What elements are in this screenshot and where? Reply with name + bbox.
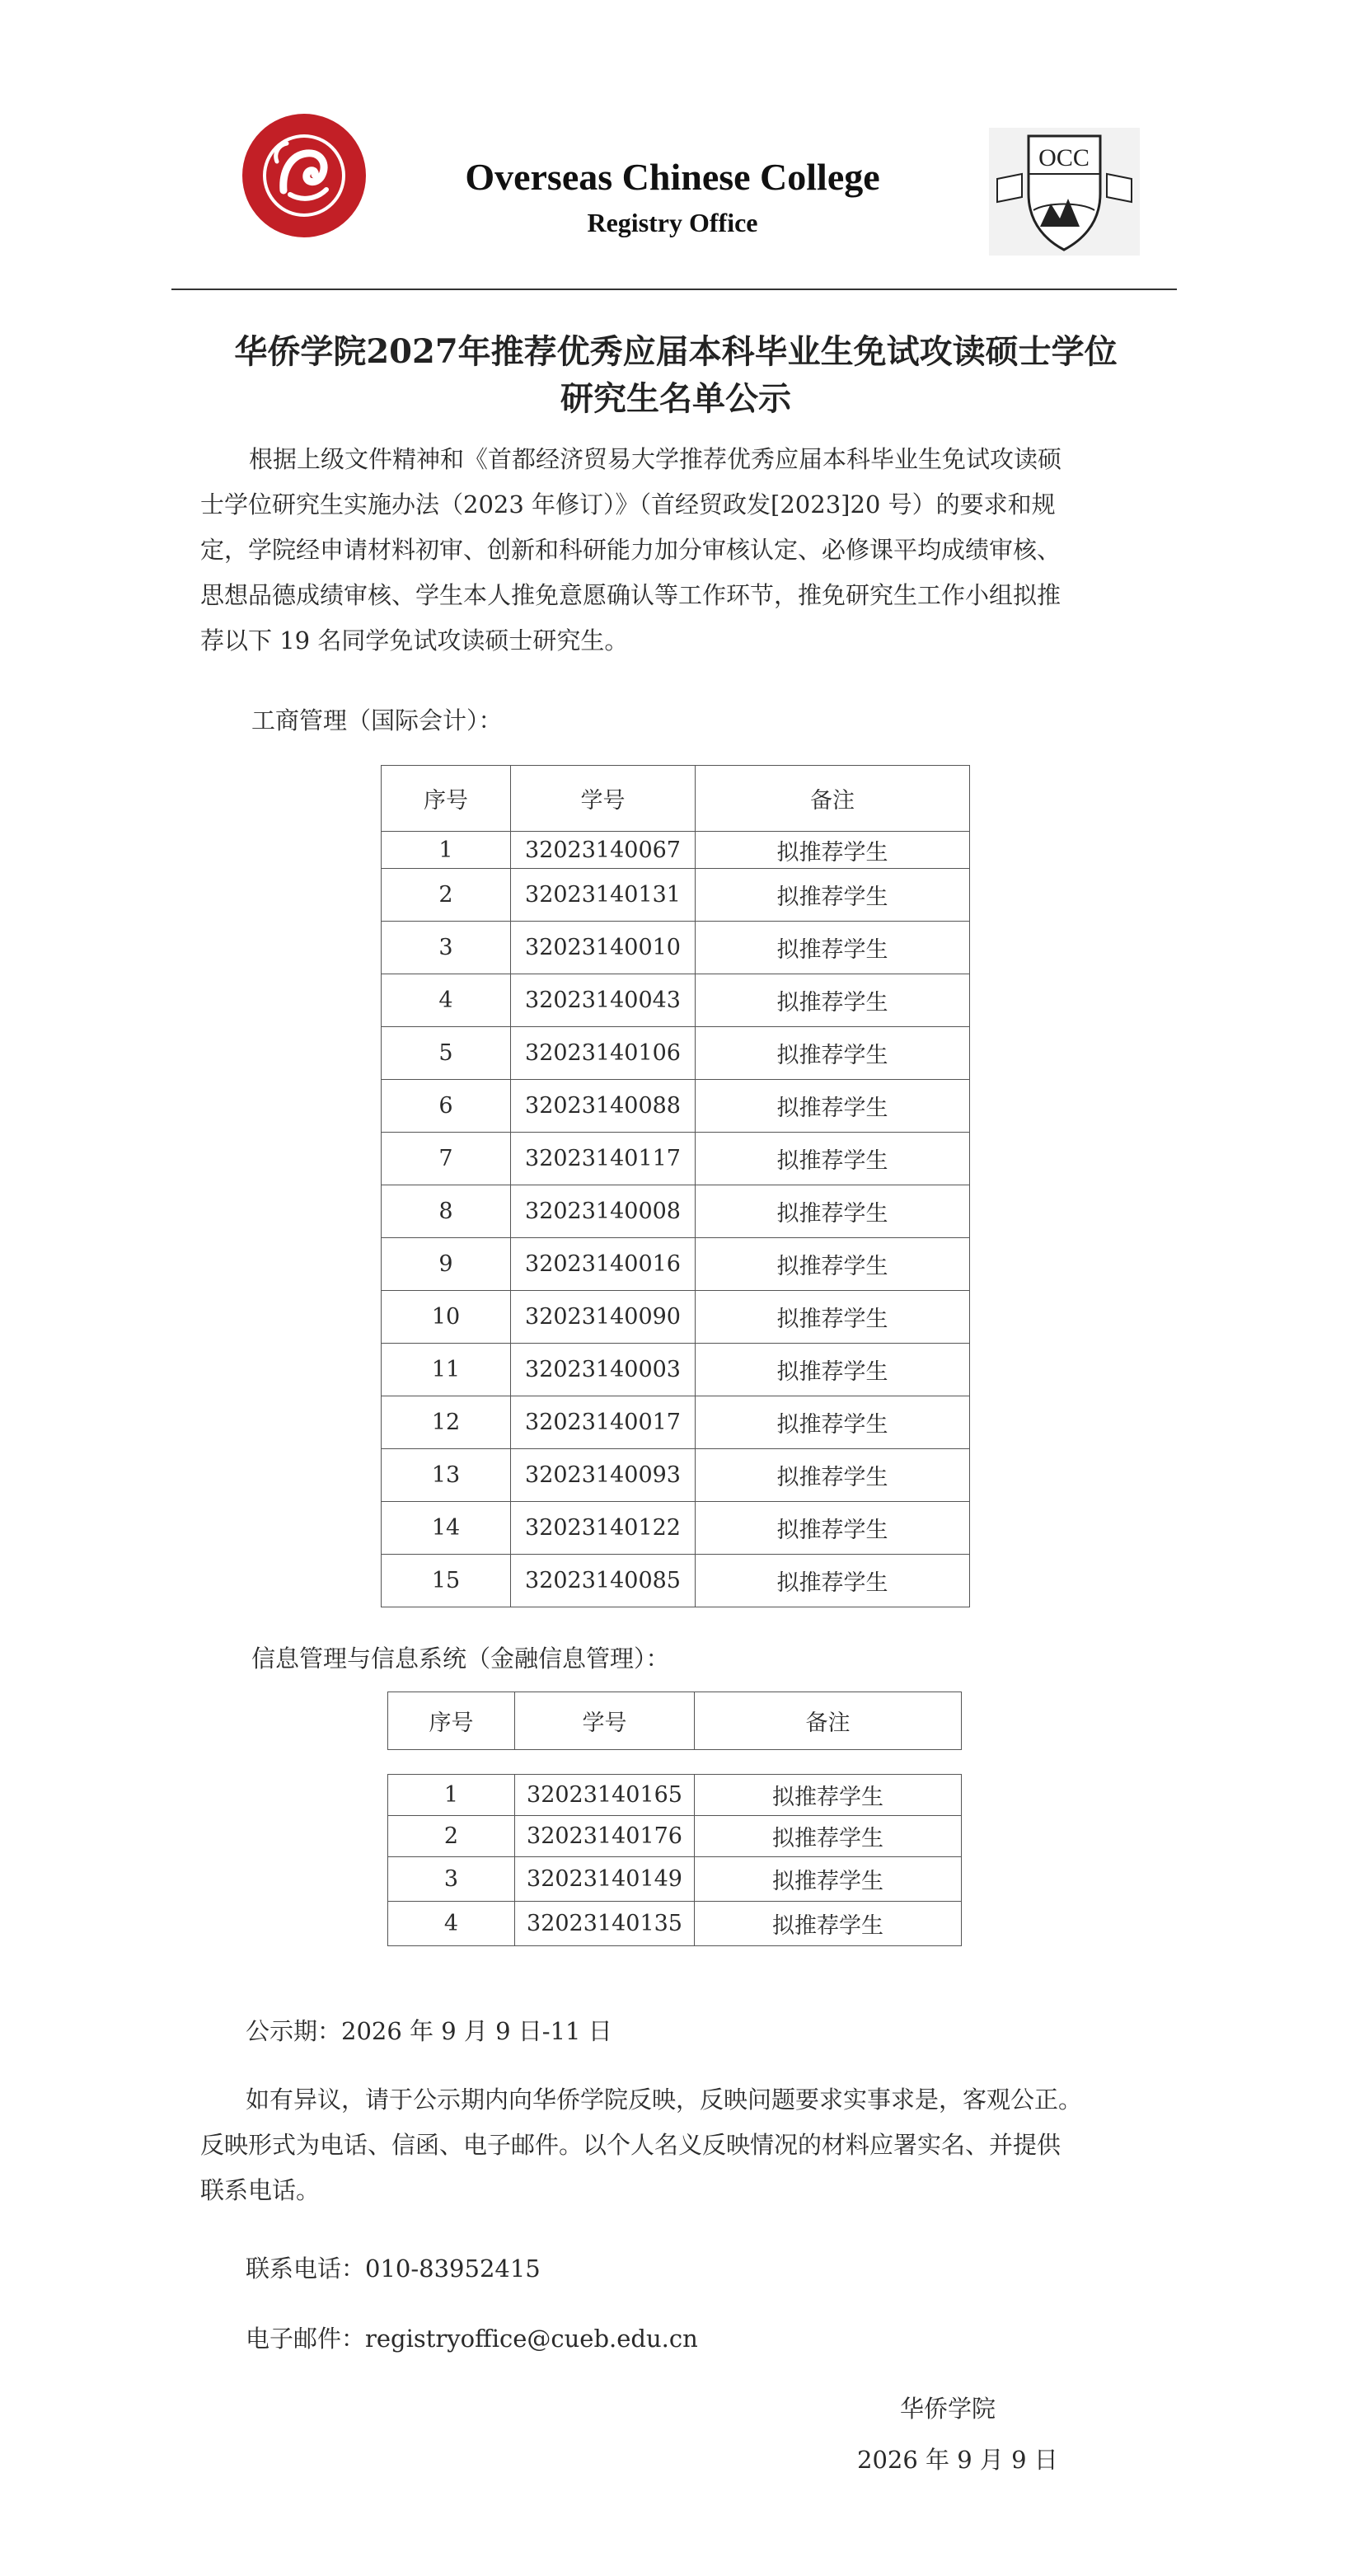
section-2-label: 信息管理与信息系统（金融信息管理）： (251, 1645, 670, 1673)
table-row (382, 1449, 970, 1502)
table-row (382, 1133, 970, 1185)
student-id: 32023140131 (511, 869, 696, 922)
student-id: 32023140117 (511, 1133, 696, 1185)
remark: 拟推荐学生 (696, 1396, 970, 1449)
student-id: 32023140093 (511, 1449, 696, 1502)
table-row (382, 869, 970, 922)
student-id: 32023140043 (511, 974, 696, 1027)
student-id: 32023140067 (511, 832, 696, 869)
remark: 拟推荐学生 (696, 1080, 970, 1133)
student-id: 32023140016 (511, 1238, 696, 1291)
student-id: 32023140165 (515, 1775, 695, 1816)
table-row (382, 832, 970, 869)
intro-line: 定，学院经申请材料初审、创新和科研能力加分审核认定、必修课平均成绩审核、 (200, 536, 1061, 564)
table-row (382, 1238, 970, 1291)
intro-line: 士学位研究生实施办法（2023 年修订）》（首经贸政发[2023]20 号）的要求和规 (200, 490, 1056, 518)
student-id: 32023140090 (511, 1291, 696, 1344)
table-header-row (388, 1692, 962, 1750)
student-id: 32023140010 (511, 922, 696, 974)
objection-line: 联系电话。 (200, 2176, 321, 2204)
student-id: 32023140135 (515, 1902, 695, 1946)
row-number: 1 (382, 832, 511, 869)
student-id: 32023140088 (511, 1080, 696, 1133)
table-row (388, 1775, 962, 1816)
remark: 拟推荐学生 (696, 1027, 970, 1080)
column-header-number: 序号 (388, 1692, 515, 1750)
student-id: 32023140003 (511, 1344, 696, 1396)
table-row (382, 1185, 970, 1238)
remark: 拟推荐学生 (696, 832, 970, 869)
remark: 拟推荐学生 (696, 1291, 970, 1344)
row-number: 6 (382, 1080, 511, 1133)
table-row (388, 1902, 962, 1946)
column-header-number: 序号 (382, 766, 511, 832)
column-header-student-id: 学号 (515, 1692, 695, 1750)
table-header-row (382, 766, 970, 832)
row-number: 1 (388, 1775, 515, 1816)
notice-period: 公示期：2026 年 9 月 9 日-11 日 (246, 2017, 612, 2045)
table-row (382, 974, 970, 1027)
section-1-label: 工商管理（国际会计）： (251, 706, 503, 734)
contact-email: 电子邮件：registryoffice@cueb.edu.cn (246, 2325, 698, 2353)
row-number: 2 (382, 869, 511, 922)
remark: 拟推荐学生 (696, 1555, 970, 1607)
row-number: 15 (382, 1555, 511, 1607)
table-row (382, 922, 970, 974)
objection-line: 如有异议，请于公示期内向华侨学院反映，反映问题要求实事求是，客观公正。 (246, 2086, 1083, 2114)
row-number: 4 (382, 974, 511, 1027)
section-1-table (381, 765, 970, 1607)
remark: 拟推荐学生 (696, 1185, 970, 1238)
student-id: 32023140176 (515, 1816, 695, 1857)
student-id: 32023140085 (511, 1555, 696, 1607)
intro-line: 根据上级文件精神和《首都经济贸易大学推荐优秀应届本科毕业生免试攻读硕 (249, 445, 1062, 473)
signature-org: 华侨学院 (900, 2395, 996, 2423)
column-header-remark: 备注 (695, 1692, 962, 1750)
contact-phone: 联系电话：010-83952415 (246, 2255, 541, 2283)
student-id: 32023140106 (511, 1027, 696, 1080)
column-header-student-id: 学号 (511, 766, 696, 832)
header-divider (171, 289, 1177, 290)
document-title-line-1: 华侨学院2027年推荐优秀应届本科毕业生免试攻读硕士学位 (234, 332, 1118, 371)
signature-date: 2026 年 9 月 9 日 (857, 2446, 1058, 2474)
row-number: 5 (382, 1027, 511, 1080)
remark: 拟推荐学生 (695, 1857, 962, 1902)
remark: 拟推荐学生 (696, 1449, 970, 1502)
occ-crest-logo (989, 128, 1140, 256)
row-number: 10 (382, 1291, 511, 1344)
office-name: Registry Office (587, 208, 758, 237)
table-row (388, 1857, 962, 1902)
row-number: 4 (388, 1902, 515, 1946)
table-row (382, 1027, 970, 1080)
student-id: 32023140149 (515, 1857, 695, 1902)
student-id: 32023140017 (511, 1396, 696, 1449)
table-row (382, 1396, 970, 1449)
table-row (382, 1555, 970, 1607)
table-row (388, 1816, 962, 1857)
row-number: 7 (382, 1133, 511, 1185)
row-number: 3 (388, 1857, 515, 1902)
svg-text:OCC: OCC (1038, 144, 1090, 171)
section-2-header-table (387, 1692, 962, 1750)
row-number: 3 (382, 922, 511, 974)
remark: 拟推荐学生 (696, 1344, 970, 1396)
objection-line: 反映形式为电话、信函、电子邮件。以个人名义反映情况的材料应署实名、并提供 (200, 2131, 1061, 2159)
row-number: 12 (382, 1396, 511, 1449)
row-number: 13 (382, 1449, 511, 1502)
student-id: 32023140122 (511, 1502, 696, 1555)
table-row (382, 1080, 970, 1133)
remark: 拟推荐学生 (696, 1502, 970, 1555)
remark: 拟推荐学生 (696, 922, 970, 974)
column-header-remark: 备注 (696, 766, 970, 832)
remark: 拟推荐学生 (696, 1238, 970, 1291)
document-title-line-2: 研究生名单公示 (560, 379, 791, 418)
remark: 拟推荐学生 (696, 974, 970, 1027)
remark: 拟推荐学生 (696, 1133, 970, 1185)
remark: 拟推荐学生 (695, 1902, 962, 1946)
table-row (382, 1502, 970, 1555)
row-number: 8 (382, 1185, 511, 1238)
intro-line: 思想品德成绩审核、学生本人推免意愿确认等工作环节，推免研究生工作小组拟推 (200, 581, 1061, 609)
table-row (382, 1344, 970, 1396)
remark: 拟推荐学生 (695, 1775, 962, 1816)
college-name: Overseas Chinese College (465, 156, 880, 198)
remark: 拟推荐学生 (696, 869, 970, 922)
remark: 拟推荐学生 (695, 1816, 962, 1857)
section-2-table (387, 1774, 962, 1946)
row-number: 2 (388, 1816, 515, 1857)
intro-line: 荐以下 19 名同学免试攻读硕士研究生。 (200, 626, 629, 655)
row-number: 11 (382, 1344, 511, 1396)
table-row (382, 1291, 970, 1344)
row-number: 9 (382, 1238, 511, 1291)
student-id: 32023140008 (511, 1185, 696, 1238)
row-number: 14 (382, 1502, 511, 1555)
